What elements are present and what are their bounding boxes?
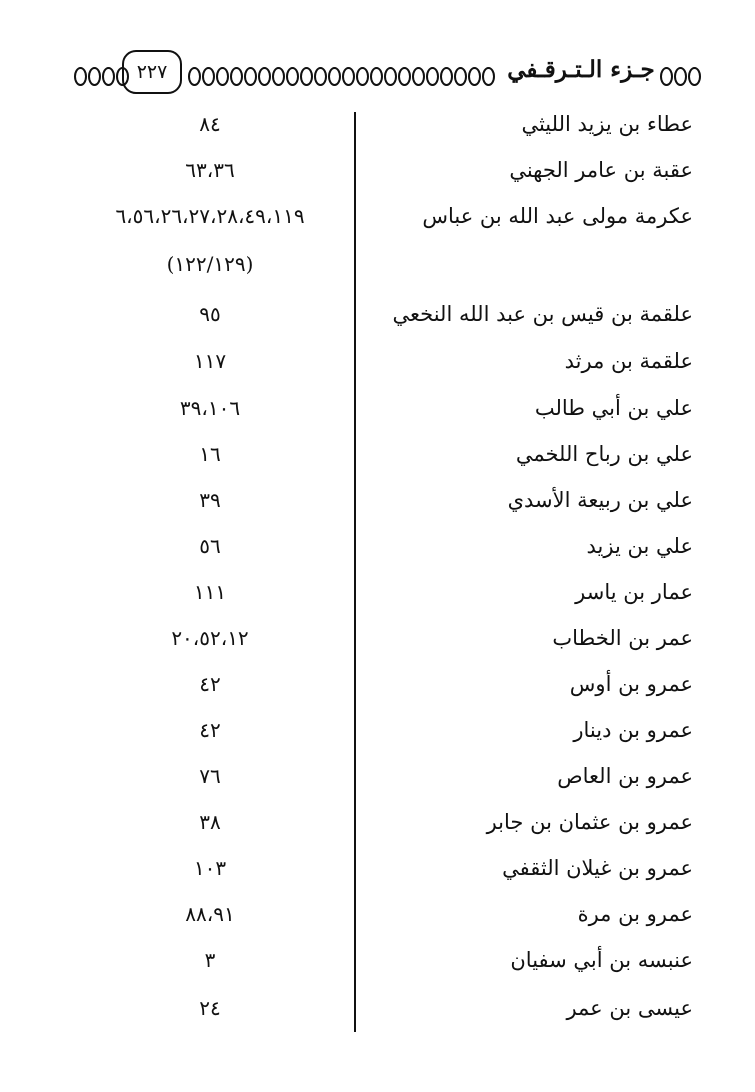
entry-pages: ٣ [204,948,216,972]
entry-pages: ٧٦ [199,764,221,788]
entry-name: علقمة بن قيس بن عبد الله النخعي [392,302,693,326]
ornament-glyph [412,67,425,86]
entry-pages: ٤٢ [199,718,221,742]
entry-pages: ٨٤ [199,112,221,136]
list-item [0,436,755,482]
ornament-glyph [342,67,355,86]
entry-pages: ٦،٥٦،٢٦،٢٧،٢٨،٤٩،١١٩ [115,204,305,228]
ornament-glyph [688,67,701,86]
ornament-glyph [384,67,397,86]
entry-name: عمرو بن دينار [573,718,693,742]
entry-pages: ١٦ [199,442,221,466]
entry-pages: ٥٦ [199,534,221,558]
list-item [0,666,755,712]
ornament-middle [188,62,495,90]
ornament-glyph [454,67,467,86]
ornament-glyph [202,67,215,86]
ornament-glyph [88,67,101,86]
entry-name: علي بن أبي طالب [534,396,693,420]
entry-pages: (١٢٢/١٢٩) [166,252,254,276]
list-item [0,712,755,758]
ornament-glyph [660,67,673,86]
entry-name: عمرو بن غيلان الثقفي [502,856,693,880]
entry-pages: ٩٥ [199,302,221,326]
entry-name: عمر بن الخطاب [552,626,693,650]
list-item [0,152,755,198]
entry-name: عقبة بن عامر الجهني [509,158,693,182]
list-item [0,942,755,988]
entry-pages: ٤٢ [199,672,221,696]
entry-pages: ٨٨،٩١ [185,902,235,926]
entry-name: عطاء بن يزيد الليثي [521,112,693,136]
entry-pages: ١١١ [193,580,227,604]
entry-name: عكرمة مولى عبد الله بن عباس [422,204,693,228]
entry-pages: ١١٧ [193,349,227,373]
ornament-glyph [216,67,229,86]
ornament-glyph [272,67,285,86]
ornament-glyph [258,67,271,86]
ornament-glyph [426,67,439,86]
list-item [0,758,755,804]
ornament-glyph [356,67,369,86]
list-item [0,528,755,574]
book-title: جـزء الـتـرقـفي [507,56,655,83]
ornament-right [660,62,701,90]
list-item [0,850,755,896]
ornament-glyph [314,67,327,86]
entry-pages: ٢٠،٥٢،١٢ [171,626,249,650]
ornament-glyph [300,67,313,86]
list-item [0,246,755,292]
entry-pages: ٣٩،١٠٦ [179,396,241,420]
ornament-glyph [328,67,341,86]
page-number: ٢٢٧ [122,50,182,94]
ornament-glyph [674,67,687,86]
page-header [70,50,700,106]
list-item [0,106,755,152]
entry-pages: ٦٣،٣٦ [185,158,235,182]
ornament-glyph [370,67,383,86]
entry-name: عنبسه بن أبي سفيان [510,948,693,972]
ornament-glyph [440,67,453,86]
ornament-glyph [244,67,257,86]
ornament-glyph [188,67,201,86]
list-item [0,482,755,528]
entry-name: عيسى بن عمر [566,996,693,1020]
ornament-glyph [102,67,115,86]
entry-name: علي بن رباح اللخمي [515,442,693,466]
ornament-left [74,62,129,90]
list-item [0,990,755,1036]
ornament-glyph [468,67,481,86]
entry-name: عمرو بن العاص [557,764,693,788]
entry-pages: ٣٨ [199,810,221,834]
ornament-glyph [286,67,299,86]
entry-pages: ١٠٣ [193,856,227,880]
ornament-glyph [482,67,495,86]
ornament-glyph [74,67,87,86]
ornament-glyph [230,67,243,86]
entry-name: عمرو بن عثمان بن جابر [486,810,693,834]
entry-name: علي بن يزيد [586,534,693,558]
list-item [0,296,755,342]
list-item [0,574,755,620]
entry-name: علي بن ربيعة الأسدي [507,488,693,512]
entry-name: عمرو بن أوس [569,672,693,696]
list-item [0,198,755,244]
entry-pages: ٢٤ [199,996,221,1020]
entry-name: عمرو بن مرة [577,902,693,926]
list-item [0,896,755,942]
list-item [0,620,755,666]
ornament-glyph [398,67,411,86]
entry-name: علقمة بن مرثد [564,349,693,373]
entry-name: عمار بن ياسر [575,580,693,604]
list-item [0,390,755,436]
list-item [0,343,755,389]
list-item [0,804,755,850]
entry-pages: ٣٩ [199,488,221,512]
